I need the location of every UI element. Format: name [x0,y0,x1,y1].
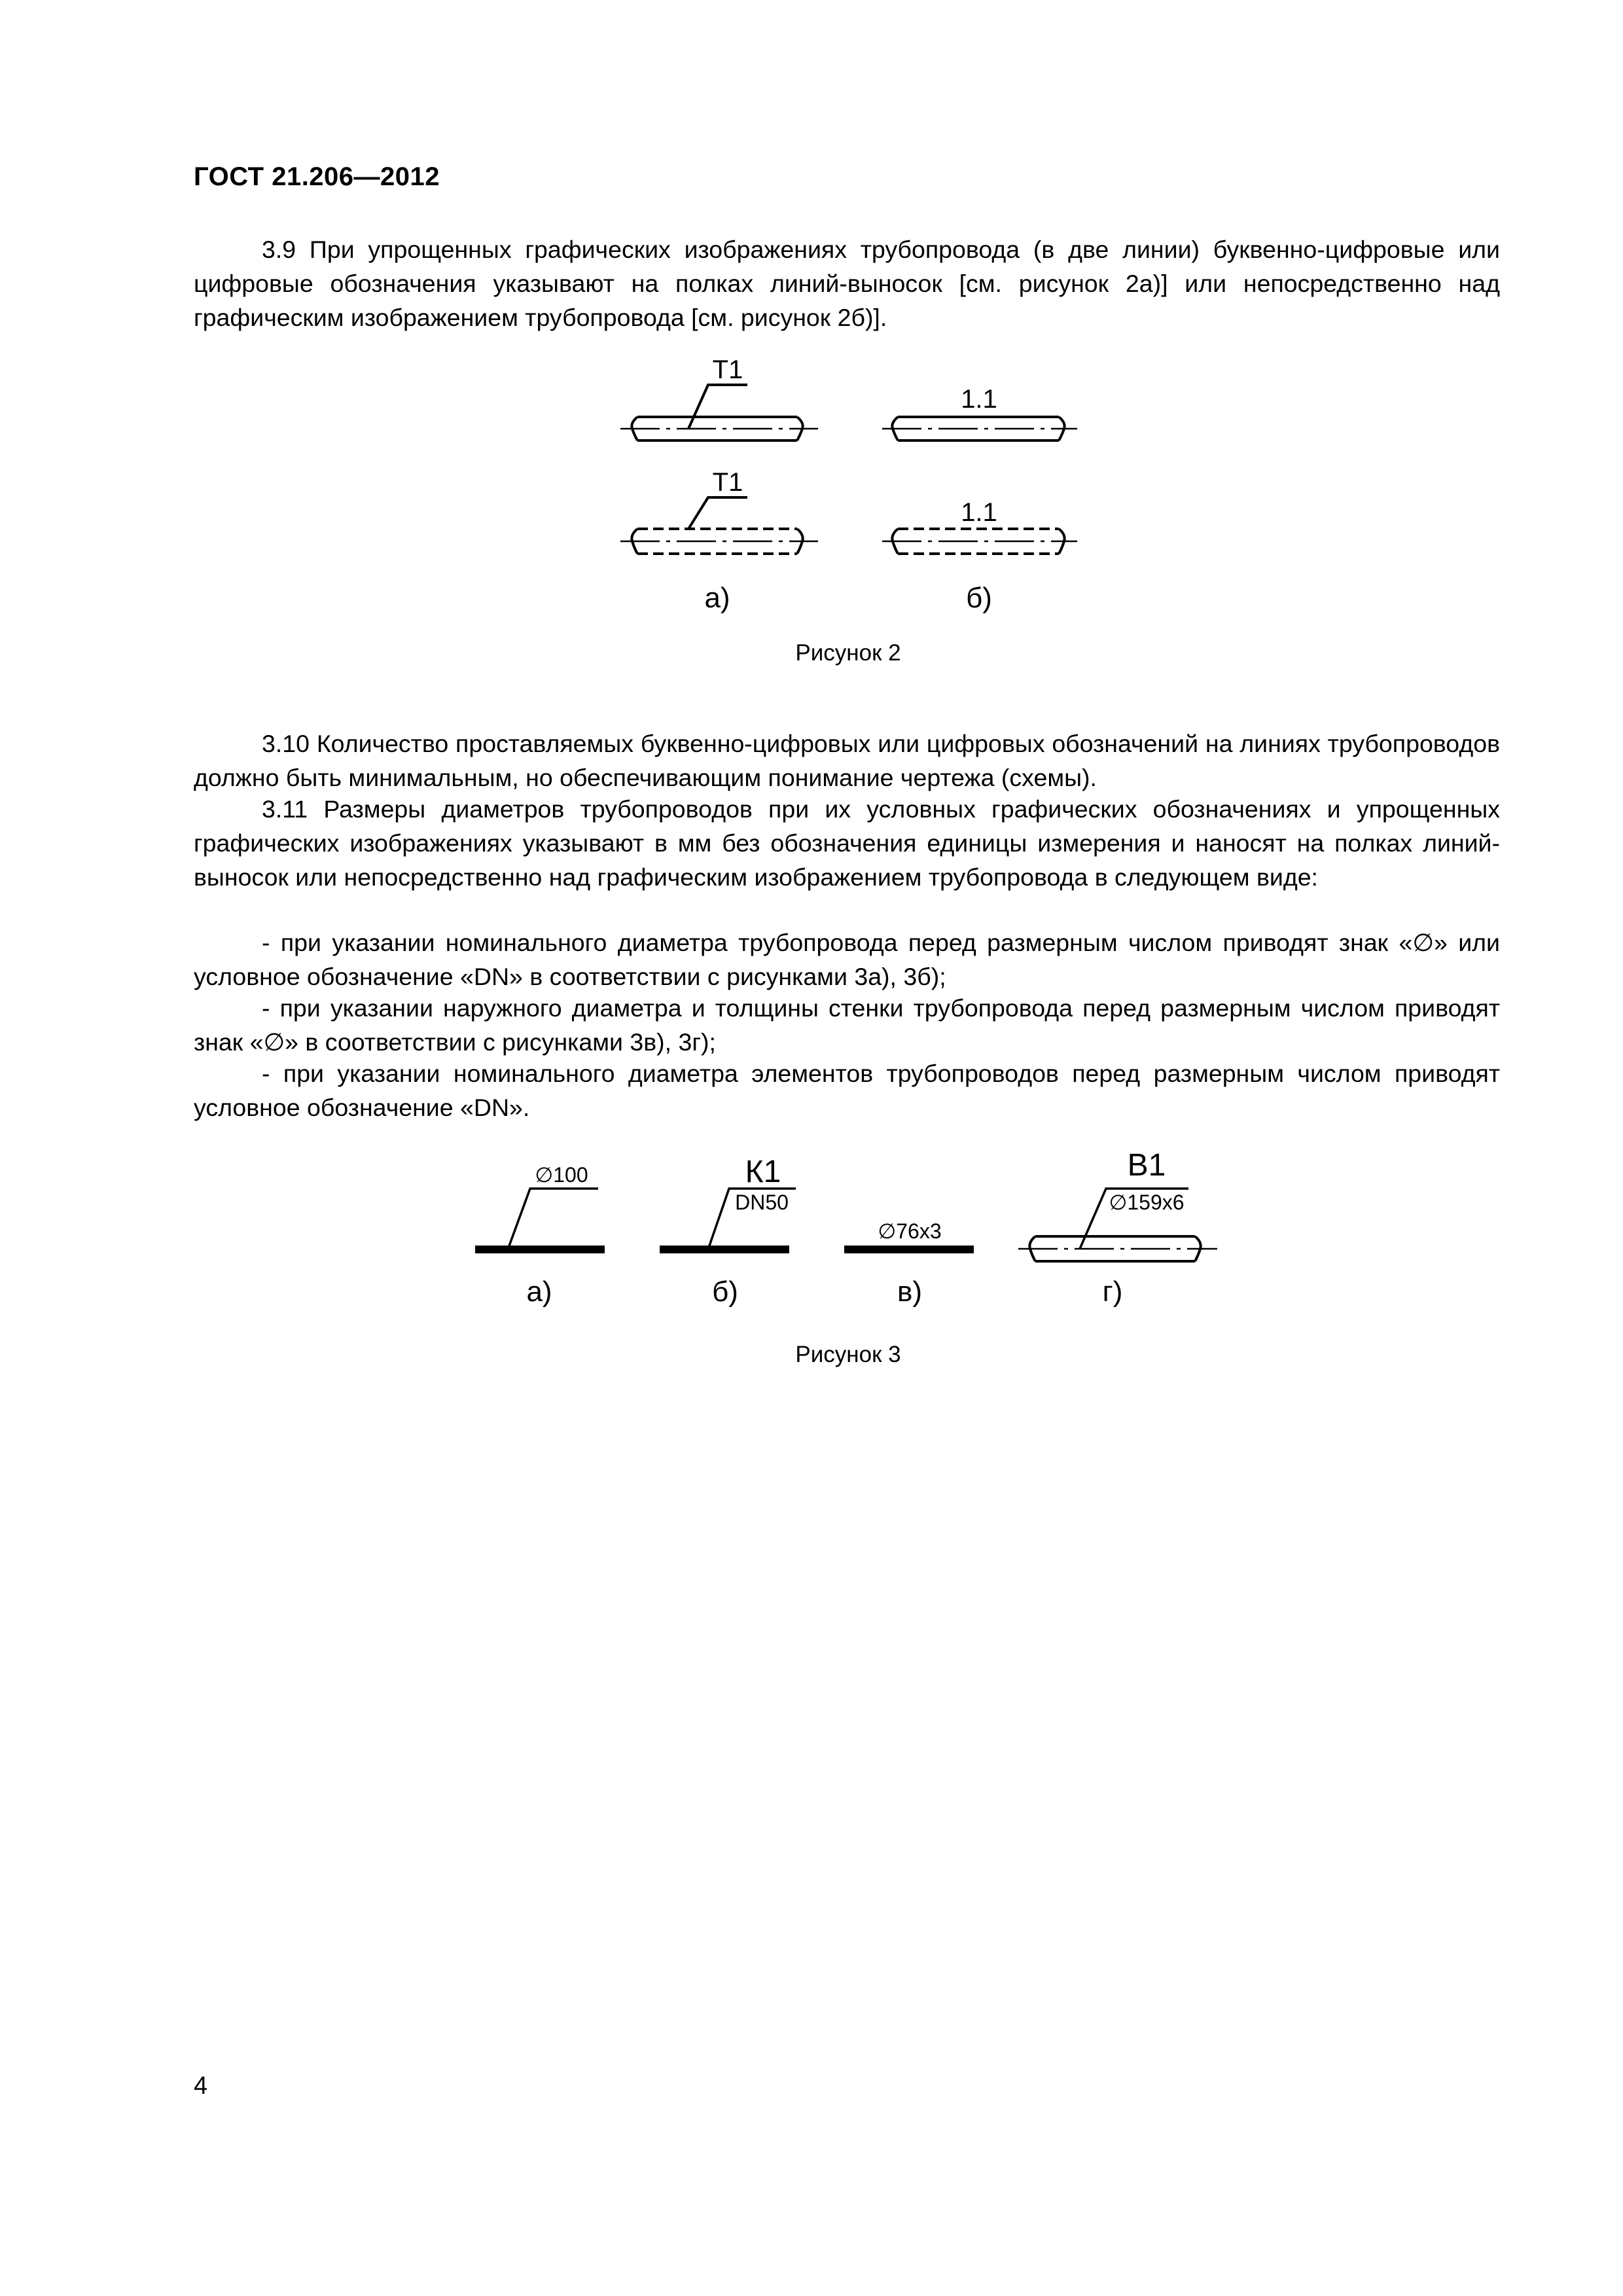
bullet-2: - при указании наружного диаметра и толщины стенки трубопровода перед размерным числом приводят знак «∅» в соответствии с рисунками 3в), 3г); [194,994,1500,1056]
fig3-sub-g: г) [1102,1276,1123,1308]
fig3-label-v: ∅76х3 [878,1219,942,1243]
figure-2-caption: Рисунок 2 [795,640,901,666]
fig3-label-b-top: К1 [745,1155,781,1189]
paragraph-3-10: 3.10 Количество проставляемых буквенно-цифровых или цифровых обозначений на линиях трубопроводов должно быть минимальным, но обеспечивающим понимание чертежа (схемы). [194,730,1500,791]
fig3-pipe-a [475,1189,605,1249]
fig3-sub-b: б) [712,1276,738,1308]
paragraph-3-9: 3.9 При упрощенных графических изображениях трубопровода (в две линии) буквенно-цифровые или цифровые обозначения указывают на полках линий-выносок [см. рисунок 2а)] или непосредственно над графическим изображением трубопровода [см. рисунок 2б)]. [194,236,1500,331]
fig2-sub-a: а) [704,582,730,614]
figure-3-caption: Рисунок 3 [795,1342,901,1367]
fig2-label-t1-top: Т1 [712,355,743,384]
fig3-sub-v: в) [897,1276,923,1308]
document-code: ГОСТ 21.206—2012 [194,162,440,191]
paragraph-3-11: 3.11 Размеры диаметров трубопроводов при их условных графических обозначениях и упрощенных графических изображениях указывают в мм без обозначения единицы измерения и наносят на полках линий-выносок или непосредственно над графическим изображением трубопровода в следующем виде: [194,795,1500,891]
fig3-label-b-bottom: DN50 [735,1191,789,1214]
page-number: 4 [194,2072,208,2100]
bullet-1: - при указании номинального диаметра трубопровода перед размерным числом приводят знак «∅» или условное обозначение «DN» в соответствии с рисунками 3а), 3б); [194,929,1500,990]
bullet-3: - при указании номинального диаметра элементов трубопроводов перед размерным числом приводят условное обозначение «DN». [194,1060,1500,1121]
fig3-sub-a: а) [526,1276,552,1308]
fig2-label-t1-bottom: Т1 [712,468,743,497]
fig3-label-g-bottom: ∅159х6 [1109,1191,1185,1214]
fig2-sub-b: б) [966,582,992,614]
fig3-label-g-top: В1 [1127,1148,1166,1183]
fig2-label-1-1-bottom: 1.1 [961,498,997,527]
fig3-label-a: ∅100 [535,1163,588,1187]
fig2-label-1-1-top: 1.1 [961,385,997,414]
